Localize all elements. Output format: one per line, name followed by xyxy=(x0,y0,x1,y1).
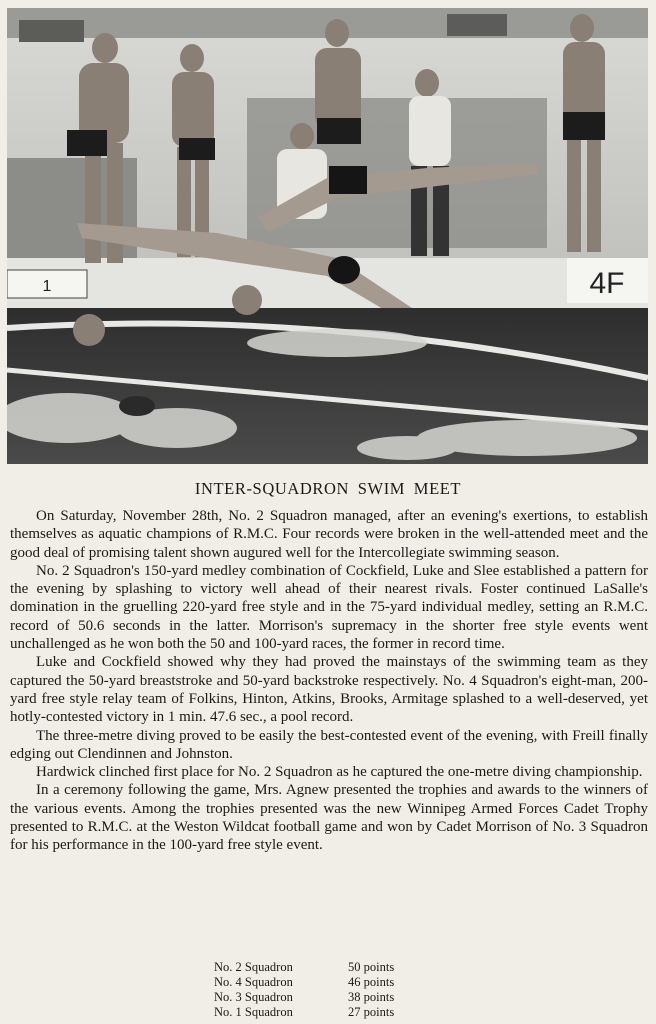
results-row xyxy=(214,990,474,1005)
article-paragraph: In a ceremony following the game, Mrs. Agnew presented the trophies and awards to the winners of the various events. Among the trophies presented was the new Winnipeg Armed Forces Cadet Trophy presented to R.M.C. at the Weston Wildcat football game and won by Cadet Morrison of No. 3 Squadron for his performance in the 100-yard free style event. xyxy=(10,782,648,854)
article-paragraph: On Saturday, November 28th, No. 2 Squadron managed, after an evening's exertions, to establish themselves as aquatic champions of R.M.C. Four records were broken in the well-attended meet and the good deal of promising talent shown augured well for the Intercollegiate swimming season. xyxy=(10,508,648,561)
squadron-name: No. 2 Squadron xyxy=(214,960,293,974)
swim-meet-photo xyxy=(7,8,648,464)
article-body xyxy=(10,507,648,855)
start-block-number: 1 xyxy=(42,278,52,295)
article-paragraph: The three-metre diving proved to be easily the best-contested event of the evening, with Freill finally edging out Clendinnen and Johnston. xyxy=(10,727,648,762)
lane-marker: 4F xyxy=(589,267,625,300)
article-paragraph: No. 2 Squadron's 150-yard medley combination of Cockfield, Luke and Slee established a pattern for the evening by splashing to victory well ahead of their nearest rivals. Foster continued LaSalle's domination in the gruelling 220-yard free style and in the 75-yard individual medley, setting an R.M.C. record of 50.6 seconds in the latter. Morrison's supremacy in the shorter free style events went unchallenged as he won both the 50 and 100-yard races, the former in record time. xyxy=(10,562,648,653)
article-paragraph: Hardwick clinched first place for No. 2 Squadron as he captured the one-metre diving championship. xyxy=(36,764,643,781)
results-row xyxy=(214,975,474,990)
squadron-name: No. 3 Squadron xyxy=(214,990,293,1004)
results-row xyxy=(214,1005,474,1020)
squadron-name: No. 1 Squadron xyxy=(214,1005,293,1019)
article-paragraph: Luke and Cockfield showed why they had proved the mainstays of the swimming team as they captured the 50-yard breaststroke and 50-yard backstroke respectively. No. 4 Squadron's eight-man, 200-yard free style relay team of Folkins, Hinton, Atkins, Brooks, Armitage splashed to a well-deserved, yet hotly-contested victory in 1 min. 47.6 sec., a pool record. xyxy=(10,654,648,726)
results-table xyxy=(214,960,474,1020)
squadron-points: 46 points xyxy=(348,975,395,989)
results-row xyxy=(214,960,474,975)
squadron-points: 38 points xyxy=(348,990,395,1004)
squadron-points: 27 points xyxy=(348,1005,395,1019)
squadron-name: No. 4 Squadron xyxy=(214,975,293,989)
article-title: INTER-SQUADRON SWIM MEET xyxy=(194,479,462,498)
photo-illustration xyxy=(7,8,648,464)
squadron-points: 50 points xyxy=(348,960,395,974)
